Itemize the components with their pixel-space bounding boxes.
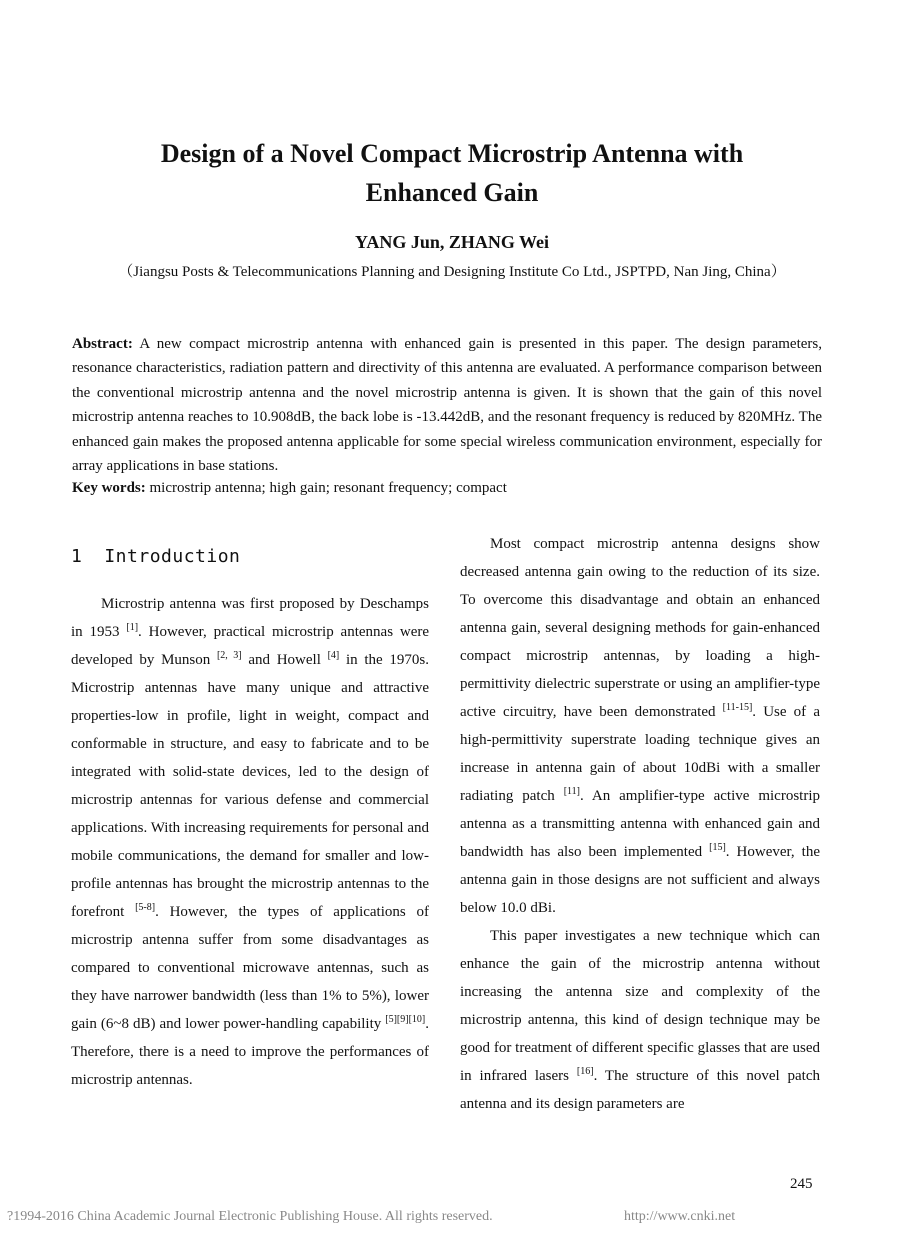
- title-line-1: Design of a Novel Compact Microstrip Antenna with: [160, 139, 744, 168]
- copyright-notice: ?1994-2016 China Academic Journal Electronic Publishing House. All rights reserved.: [7, 1209, 493, 1224]
- keywords: [72, 480, 822, 497]
- citation: [15]: [709, 842, 726, 853]
- text-run: . Use of a high-permittivity superstrate loading technique gives an increase in antenna gain of about 10dBi with a smaller radiating patch: [460, 704, 820, 804]
- citation: [5-8]: [135, 902, 156, 913]
- section-title: Introduction: [104, 546, 241, 567]
- keywords-text: microstrip antenna; high gain; resonant frequency; compact: [149, 480, 507, 496]
- citation: [2, 3]: [216, 650, 242, 661]
- intro-paragraph-3: [460, 922, 820, 1118]
- left-column: [71, 590, 429, 1094]
- text-run: . Therefore, there is a need to improve the performances of microstrip antennas.: [71, 1016, 429, 1088]
- section-number: 1: [71, 546, 83, 567]
- paper-title: [0, 134, 904, 212]
- intro-paragraph-1: [71, 590, 429, 1094]
- text-run: . An amplifier-type active microstrip antenna as a transmitting antenna with enhanced gain and bandwidth has also been implemented: [460, 788, 821, 860]
- keywords-label: Key words:: [72, 480, 146, 496]
- intro-paragraph-2: [460, 530, 820, 922]
- authors: YANG Jun, ZHANG Wei: [354, 232, 550, 252]
- citation: [4]: [327, 650, 340, 661]
- text-run: and Howell: [241, 652, 328, 668]
- section-heading: [71, 546, 240, 567]
- text-run: . However, the types of applications of microstrip antenna suffer from some disadvantages as compared to conventional microwave antennas, such as they have narrower bandwidth (less than 1% to 5%), lower gain (6~8 dB) and lower power-handling capability: [71, 904, 429, 1032]
- title-line-2: Enhanced Gain: [365, 178, 539, 207]
- citation: [16]: [576, 1066, 594, 1077]
- abstract-text: A new compact microstrip antenna with enhanced gain is presented in this paper. The design parameters, resonance characteristics, radiation pattern and directivity of this antenna are evaluated. A performance comparison between the conventional microstrip antenna and the novel microstrip antenna is given. It is shown that the gain of this novel microstrip antenna reaches to 10.908dB, the back lobe is -13.442dB, and the resonant frequency is reduced by 820MHz. The enhanced gain makes the proposed antenna applicable for some special wireless communication environment, especially for array applications in base stations.: [72, 336, 822, 475]
- citation: [1]: [126, 622, 139, 633]
- affiliation: （Jiangsu Posts & Telecommunications Planning and Designing Institute Co Ltd., JSPTPD, Nan Jing, China）: [118, 264, 786, 280]
- footer-url[interactable]: http://www.cnki.net: [624, 1209, 736, 1224]
- abstract: [72, 332, 822, 478]
- citation: [5][9][10]: [385, 1014, 426, 1025]
- text-run: . The structure of this novel patch antenna and its design parameters are: [460, 1068, 820, 1112]
- abstract-label: Abstract:: [72, 336, 133, 352]
- citation: [11]: [563, 786, 580, 797]
- right-column: [460, 530, 820, 1118]
- text-run: This paper investigates a new technique which can enhance the gain of the microstrip antenna without increasing the antenna size and complexity of the microstrip antenna, this kind of design technique may be good for treatment of different specific glasses that are used in infrared lasers: [460, 928, 820, 1084]
- text-run: Most compact microstrip antenna designs show decreased antenna gain owing to the reduction of its size. To overcome this disadvantage and obtain an enhanced antenna gain, several designing methods for gain-enhanced compact microstrip antennas, by loading a high-permittivity dielectric superstrate or using an amplifier-type active circuitry, have been demonstrated: [460, 536, 820, 720]
- text-run: . However, practical microstrip antennas were developed by Munson: [71, 624, 430, 668]
- text-run: Microstrip antenna was first proposed by Deschamps in 1953: [71, 596, 429, 640]
- text-run: in the 1970s. Microstrip antennas have many unique and attractive properties-low in profile, light in weight, compact and conformable in structure, and easy to fabricate and to be integrated with solid-state devices, led to the design of microstrip antennas for various defense and commercial applications. With increasing requirements for personal and mobile communications, the demand for smaller and low-profile antennas has brought the microstrip antennas to the forefront: [71, 652, 429, 920]
- citation: [11-15]: [722, 702, 753, 713]
- page-number: 245: [790, 1176, 813, 1192]
- text-run: . However, the antenna gain in those designs are not sufficient and always below 10.0 dBi.: [460, 844, 821, 916]
